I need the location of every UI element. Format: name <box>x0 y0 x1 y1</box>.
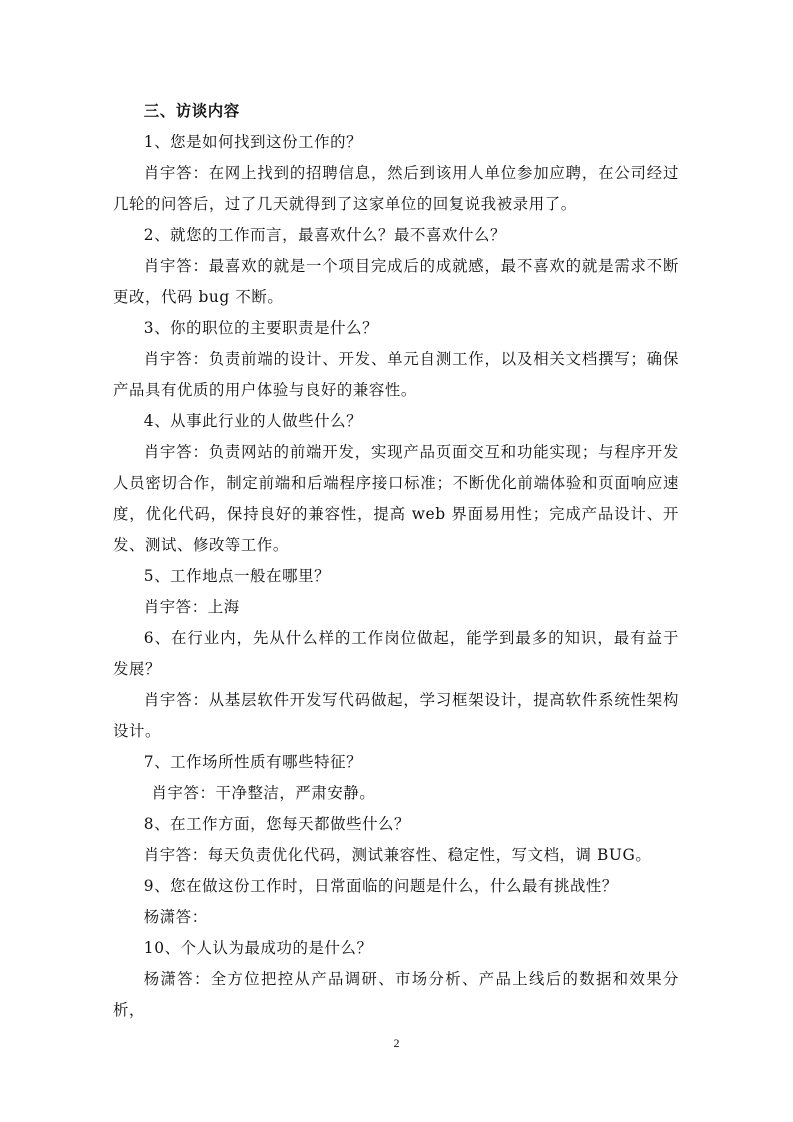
answer-4: 肖宇答：负责网站的前端开发，实现产品页面交互和功能实现；与程序开发人员密切合作，制定前端和后端程序接口标准；不断优化前端体验和页面响应速度，优化代码，保持良好的兼容性，提高 web 界面易用性；完成产品设计、开发、测试、修改等工作。 <box>113 443 679 554</box>
page-number: 2 <box>393 1036 400 1050</box>
answer-7: 肖宇答：干净整洁，严肃安静。 <box>151 784 376 802</box>
question-1: 1、您是如何找到这份工作的？ <box>143 133 363 151</box>
question-4: 4、从事此行业的人做些什么？ <box>143 412 363 430</box>
answer-9: 杨潇答： <box>143 908 208 926</box>
question-5: 5、工作地点一般在哪里？ <box>143 567 331 585</box>
document-body <box>113 96 679 1026</box>
answer-10: 杨潇答：全方位把控从产品调研、市场分析、产品上线后的数据和效果分析， <box>113 970 679 1019</box>
question-8: 8、在工作方面，您每天都做些什么？ <box>143 815 411 833</box>
section-heading: 三、访谈内容 <box>143 102 240 120</box>
answer-6: 肖宇答：从基层软件开发写代码做起，学习框架设计，提高软件系统性架构设计。 <box>113 691 679 740</box>
question-10: 10、个人认为最成功的是什么？ <box>143 939 373 957</box>
question-9: 9、您在做这份工作时，日常面临的问题是什么，什么最有挑战性？ <box>143 877 618 895</box>
answer-8: 肖宇答：每天负责优化代码，测试兼容性、稳定性，写文档，调 BUG。 <box>143 846 652 864</box>
answer-3: 肖宇答：负责前端的设计、开发、单元自测工作，以及相关文档撰写；确保产品具有优质的用户体验与良好的兼容性。 <box>113 350 679 399</box>
question-3: 3、你的职位的主要职责是什么？ <box>143 319 379 337</box>
answer-1: 肖宇答：在网上找到的招聘信息，然后到该用人单位参加应聘，在公司经过几轮的问答后，过了几天就得到了这家单位的回复说我被录用了。 <box>113 164 679 213</box>
question-6: 6、在行业内，先从什么样的工作岗位做起，能学到最多的知识，最有益于发展？ <box>113 629 679 678</box>
question-2: 2、就您的工作而言，最喜欢什么？最不喜欢什么？ <box>143 226 506 244</box>
answer-5: 肖宇答：上海 <box>143 598 240 616</box>
answer-2: 肖宇答：最喜欢的就是一个项目完成后的成就感，最不喜欢的就是需求不断更改，代码 bug 不断。 <box>113 257 679 306</box>
question-7: 7、工作场所性质有哪些特征？ <box>143 753 363 771</box>
